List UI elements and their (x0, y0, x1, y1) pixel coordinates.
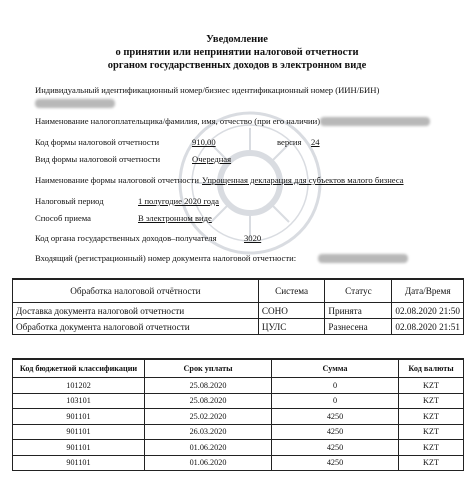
kbk-cell: 901101 (13, 455, 145, 471)
kbk-cell: 103101 (13, 393, 145, 409)
system-cell: ЦУЛС (258, 319, 325, 335)
processing-col-header: Обработка налоговой отчётности (13, 279, 259, 303)
table-row (13, 319, 464, 335)
processing-header-row (13, 279, 464, 303)
table-row (13, 409, 464, 425)
datetime-cell: 02.08.2020 21:50 (392, 303, 464, 319)
currency-cell: KZT (399, 393, 464, 409)
table-row (13, 440, 464, 456)
datetime-col-header: Дата/Время (392, 279, 464, 303)
form-code-value: 910.00 (192, 137, 216, 147)
due-date-cell: 01.06.2020 (145, 440, 272, 456)
status-cell: Принята (325, 303, 392, 319)
amount-cell: 0 (272, 393, 399, 409)
taxpayer-name-label: Наименование налогоплательщика/фамилия, имя, отчество (при его наличии) (35, 116, 321, 126)
payments-table (12, 358, 464, 471)
table-row (13, 378, 464, 394)
due-date-cell: 25.08.2020 (145, 393, 272, 409)
tax-period-value: 1 полугодие 2020 года (138, 196, 219, 206)
currency-cell: KZT (399, 440, 464, 456)
tax-period-label: Налоговый период (35, 196, 104, 206)
notice-title: Уведомление (206, 34, 268, 45)
system-col-header: Система (258, 279, 325, 303)
receipt-method-value: В электронном виде (138, 213, 212, 223)
kbk-col-header: Код бюджетной классификации (13, 359, 145, 378)
system-cell: СОНО (258, 303, 325, 319)
table-row (13, 393, 464, 409)
taxpayer-name-redacted (320, 117, 430, 126)
form-type-label: Вид формы налоговой отчетности (35, 154, 161, 164)
currency-cell: KZT (399, 378, 464, 394)
amount-col-header: Сумма (272, 359, 399, 378)
status-col-header: Статус (325, 279, 392, 303)
form-name-value: Упрощенная декларация для субъектов малого бизнеса (202, 175, 404, 185)
notice-subtitle-1: о принятии или непринятии налоговой отчетности (115, 47, 359, 58)
table-row (13, 424, 464, 440)
currency-cell: KZT (399, 455, 464, 471)
kbk-cell: 901101 (13, 409, 145, 425)
amount-cell: 4250 (272, 424, 399, 440)
datetime-cell: 02.08.2020 21:51 (392, 319, 464, 335)
amount-cell: 4250 (272, 455, 399, 471)
due-date-cell: 25.02.2020 (145, 409, 272, 425)
iin-label: Индивидуальный идентификационный номер/бизнес идентификационный номер (ИИН/БИН) (35, 85, 380, 95)
status-cell: Разнесена (325, 319, 392, 335)
due-date-cell: 26.03.2020 (145, 424, 272, 440)
table-row (13, 303, 464, 319)
registration-number-redacted (318, 254, 408, 263)
kbk-cell: 901101 (13, 440, 145, 456)
currency-cell: KZT (399, 409, 464, 425)
form-code-label: Код формы налоговой отчетности (35, 137, 160, 147)
amount-cell: 4250 (272, 440, 399, 456)
agency-code-value: 3020 (244, 233, 262, 243)
registration-number-label: Входящий (регистрационный) номер документа налоговой отчетности: (35, 253, 297, 263)
processing-step: Обработка документа налоговой отчетности (13, 319, 259, 335)
receipt-method-label: Способ приема (35, 213, 91, 223)
table-row (13, 455, 464, 471)
form-type-value: Очередная (192, 154, 232, 164)
payments-header-row (13, 359, 464, 378)
kbk-cell: 101202 (13, 378, 145, 394)
due-date-col-header: Срок уплаты (145, 359, 272, 378)
version-label: версия (277, 137, 302, 147)
processing-table (12, 278, 464, 335)
due-date-cell: 25.08.2020 (145, 378, 272, 394)
due-date-cell: 01.06.2020 (145, 455, 272, 471)
currency-col-header: Код валюты (399, 359, 464, 378)
notice-subtitle-2: органом государственных доходов в электронном виде (107, 60, 367, 71)
agency-code-label: Код органа государственных доходов–получателя (35, 233, 217, 243)
version-value: 24 (311, 137, 320, 147)
kbk-cell: 901101 (13, 424, 145, 440)
processing-step: Доставка документа налоговой отчетности (13, 303, 259, 319)
form-name-label: Наименование формы налоговой отчетности (35, 175, 199, 185)
iin-redacted (35, 99, 115, 108)
amount-cell: 4250 (272, 409, 399, 425)
currency-cell: KZT (399, 424, 464, 440)
amount-cell: 0 (272, 378, 399, 394)
